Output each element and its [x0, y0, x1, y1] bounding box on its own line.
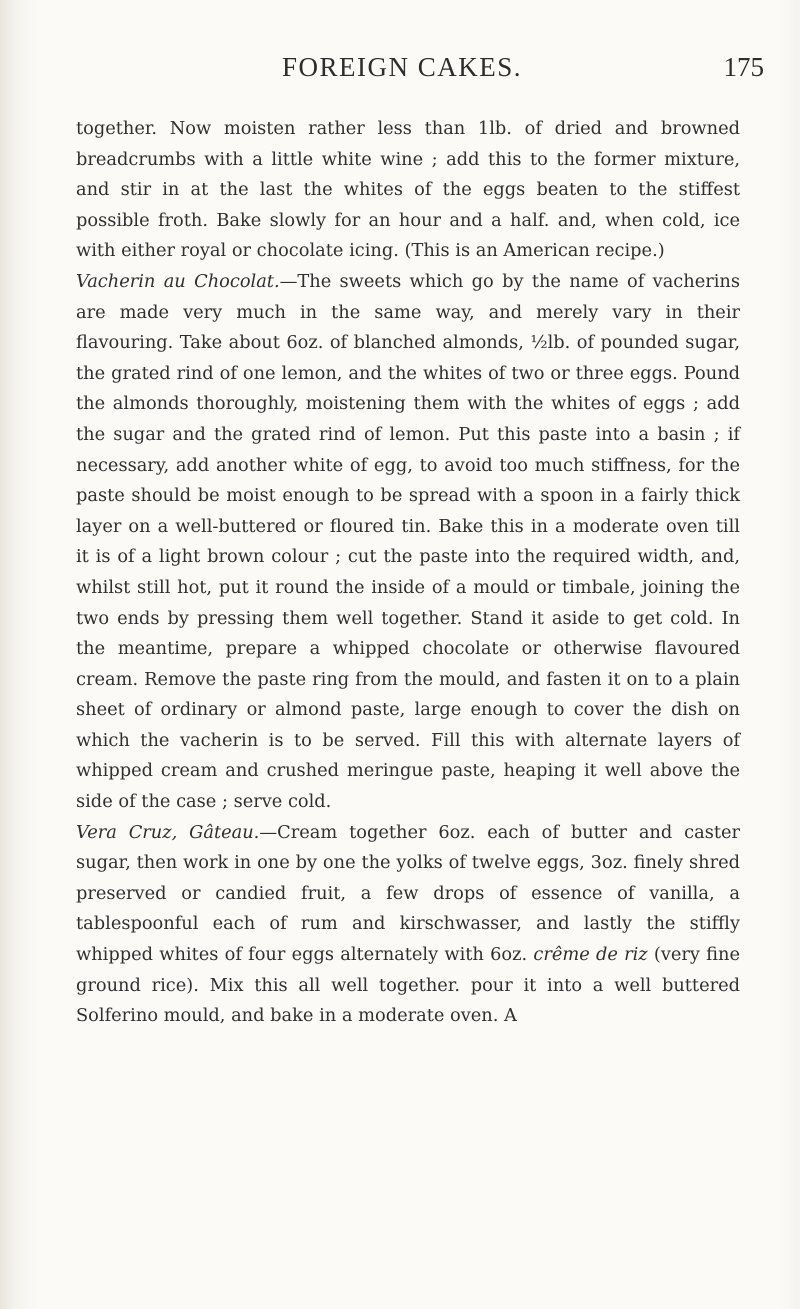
- recipe-title: Vacherin au Chocolat.: [76, 270, 280, 292]
- running-title: FOREIGN CAKES.: [282, 52, 523, 82]
- recipe-vacherin-au-chocolat: [76, 267, 740, 818]
- recipe-text-end: (very fine ground rice). Mix this all well together. pour it into a well buttered Solferino mould, and bake in a moderate oven. A: [76, 944, 740, 1027]
- page-body: [76, 114, 740, 1032]
- recipe-vera-cruz-gateau: [76, 818, 740, 1032]
- italic-term: crême de riz: [533, 944, 648, 966]
- recipe-title: Vera Cruz, Gâteau.: [76, 821, 260, 843]
- recipe-text: —Cream together 6oz. each of butter and caster sugar, then work in one by one the yolks of twelve eggs, 3oz. finely shred preserved or candied fruit, a few drops of essence of vanilla, a tablespoonful each of rum and kirschwasser, and lastly the stiffly whipped whites of four eggs alternately with 6oz.: [76, 821, 740, 966]
- recipe-text: —The sweets which go by the name of vacherins are made very much in the same way, and merely vary in their flavouring. Take about 6oz. of blanched almonds, ½lb. of pounded sugar, the grated rind of one lemon, and the whites of two or three eggs. Pound the almonds thoroughly, moistening them with the whites of eggs ; add the sugar and the grated rind of lemon. Put this paste into a basin ; if necessary, add another white of egg, to avoid too much stiffness, for the paste should be moist enough to be spread with a spoon in a fairly thick layer on a well-buttered or floured tin. Bake this in a moderate oven till it is of a light brown colour ; cut the paste into the required width, and, whilst still hot, put it round the inside of a mould or timbale, joining the two ends by pressing them well together. Stand it aside to get cold. In the meantime, prepare a whipped chocolate or otherwise flavoured cream. Remove the paste ring from the mould, and fasten it on to a plain sheet of ordinary or almond paste, large enough to cover the dish on which the vacherin is to be served. Fill this with alternate layers of whipped cream and crushed meringue paste, heaping it well above the side of the case ; serve cold.: [76, 270, 741, 813]
- paragraph-text: together. Now moisten rather less than 1lb. of dried and browned breadcrumbs with a little white wine ; add this to the former mixture, and stir in at the last the whites of the eggs beaten to the stiffest possible froth. Bake slowly for an hour and a half. and, when cold, ice with either royal or chocolate icing. (This is an American recipe.): [76, 118, 740, 262]
- page-header: [0, 52, 800, 88]
- paragraph-continuation: [76, 114, 740, 267]
- page-number: 175: [723, 52, 764, 82]
